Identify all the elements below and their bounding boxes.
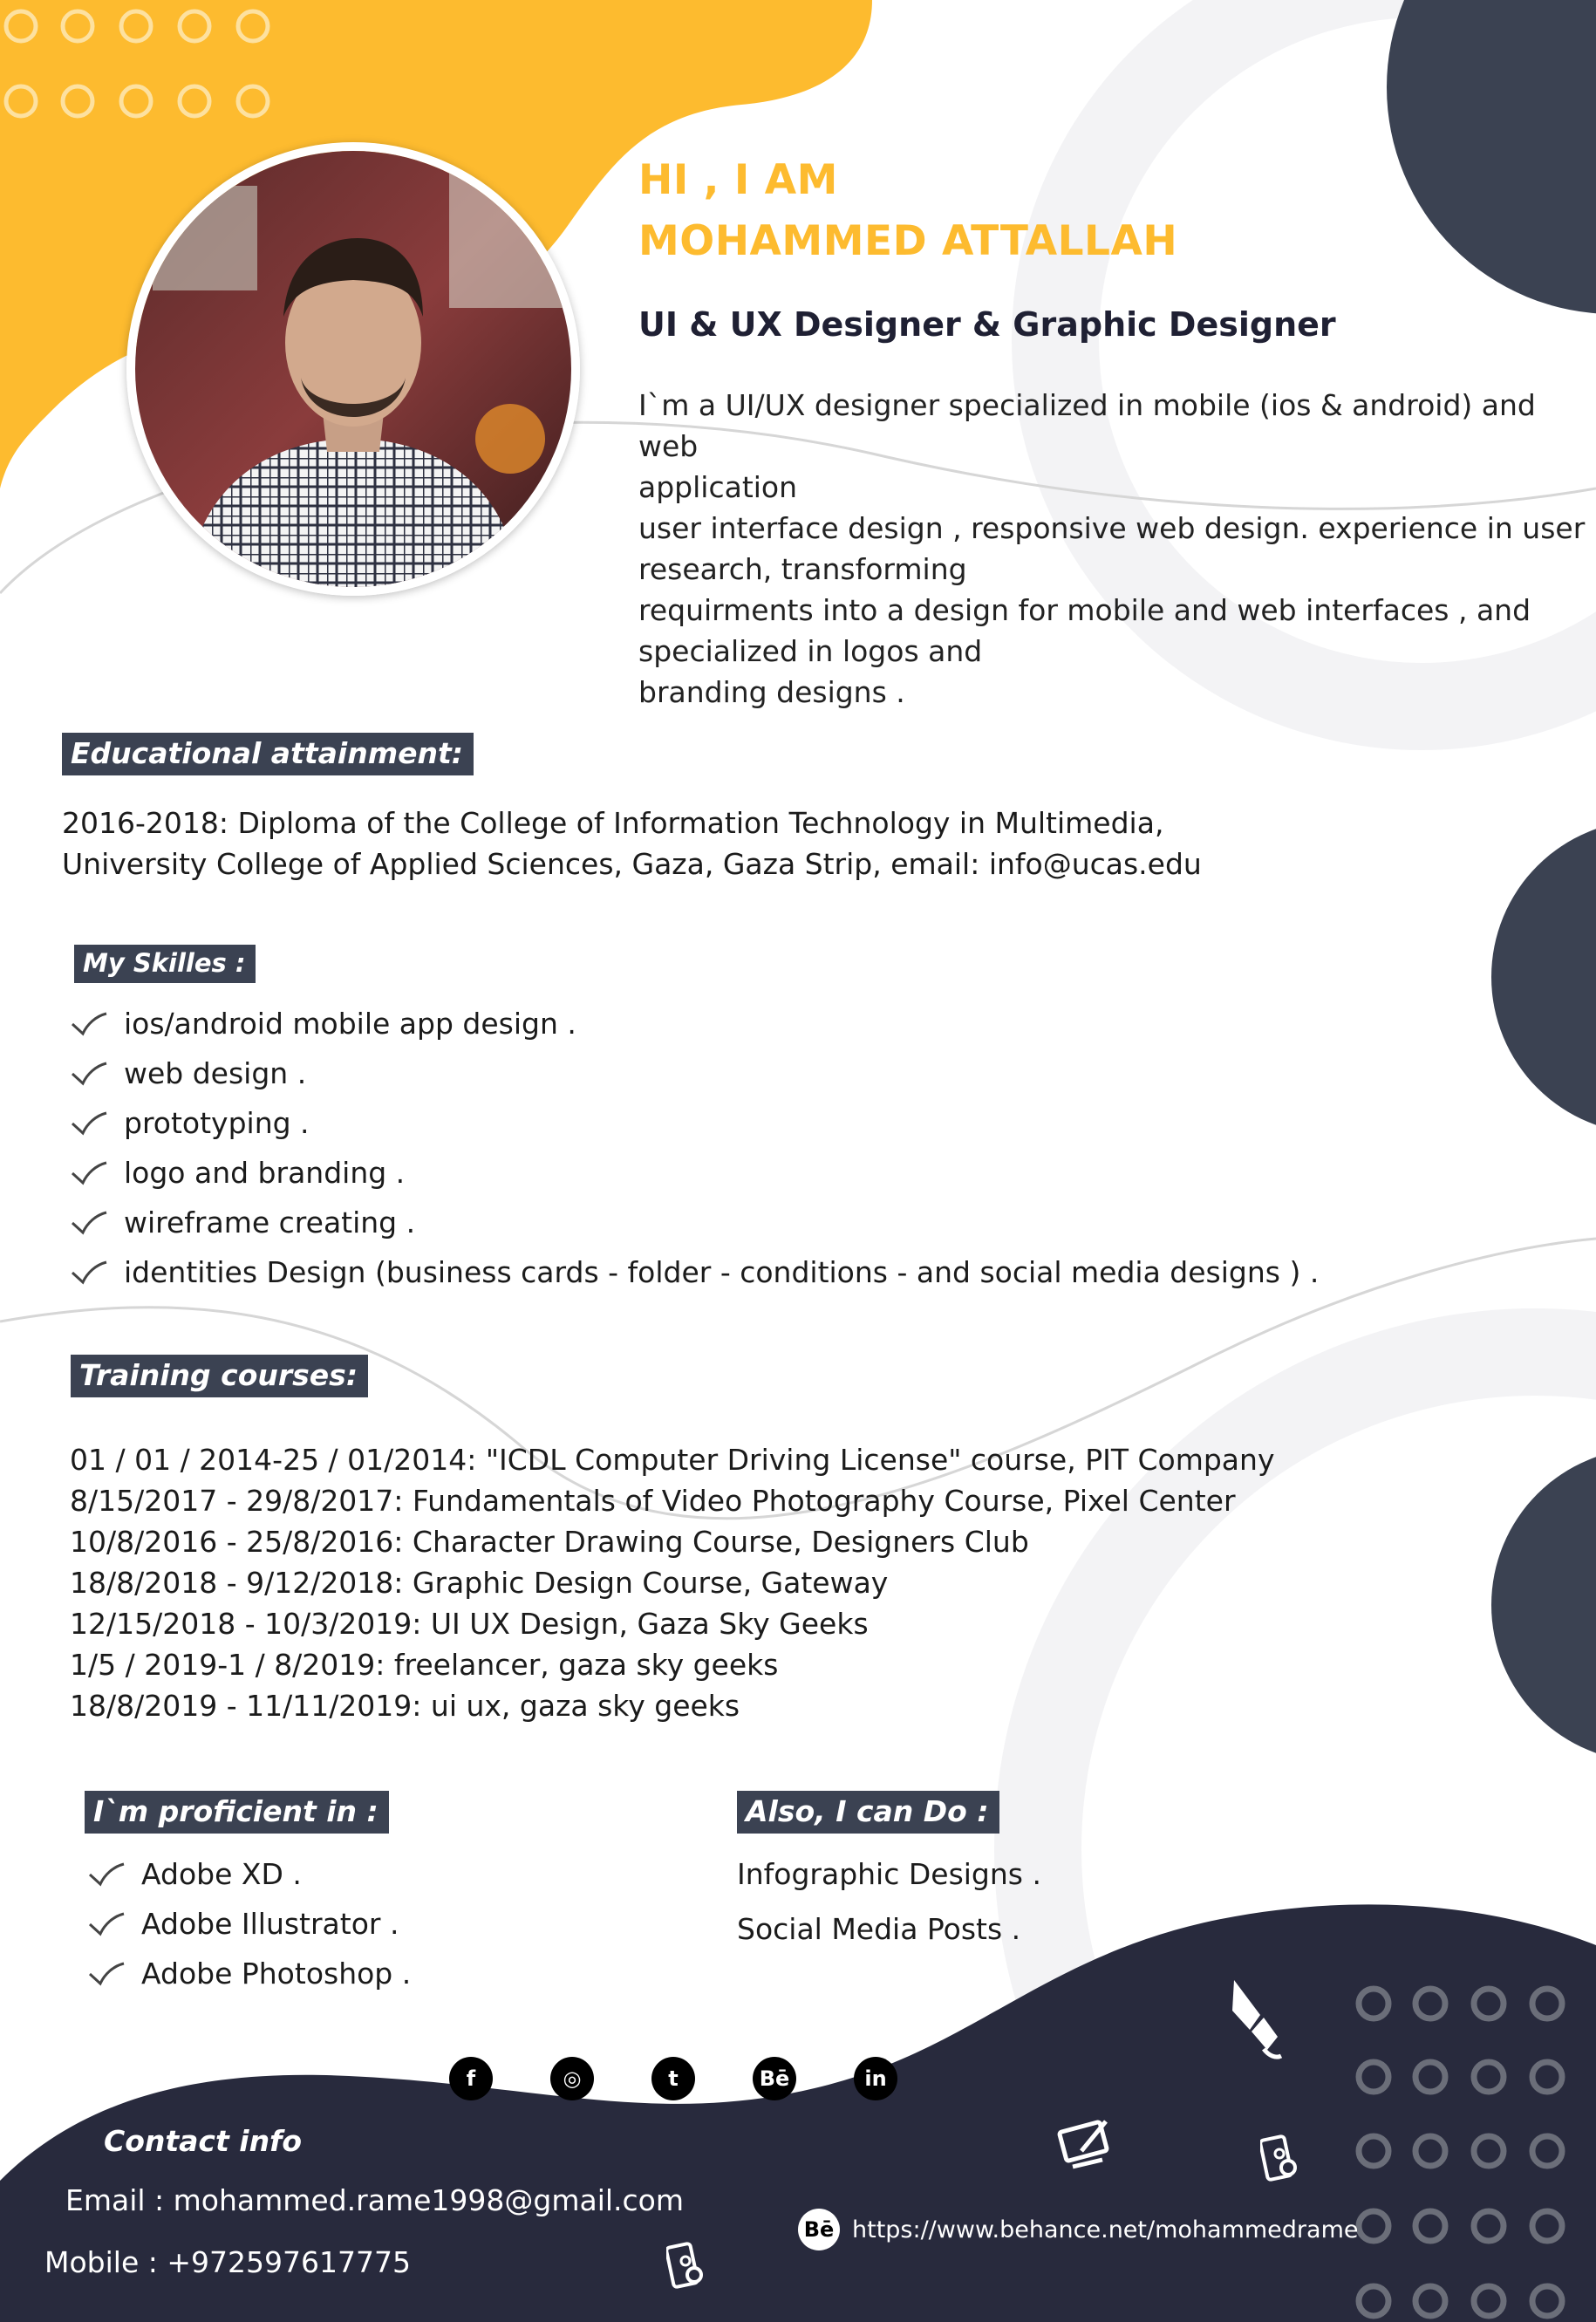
skill-label: wireframe creating . [124,1205,416,1240]
behance-link[interactable] [798,2209,1359,2250]
job-title: UI & UX Designer & Graphic Designer [638,305,1336,344]
list-item [70,1148,1319,1198]
check-icon [70,1011,108,1037]
list-item [70,999,1319,1048]
skill-label: logo and branding . [124,1156,406,1190]
about-text [638,385,1589,713]
list-item [70,1247,1319,1297]
list-item [70,1098,1319,1148]
skill-label: ios/android mobile app design . [124,1007,576,1041]
education-line: 2016-2018: Diploma of the College of Information Technology in Multimedia, [62,806,1164,840]
mobile-settings-icon [666,2242,706,2294]
skill-label: prototyping . [124,1106,310,1140]
training-line: 18/8/2018 - 9/12/2018: Graphic Design Course, Gateway [70,1566,889,1600]
tool-label: Adobe Illustrator . [141,1907,399,1941]
drawing-tablet-icon [1055,2118,1116,2170]
check-icon [70,1110,108,1137]
about-line: research, transforming [638,552,967,586]
tool-label: Adobe Photoshop . [141,1957,412,1991]
skills-title: My Skilles : [74,945,256,983]
about-line: user interface design , responsive web design. experience in user [638,511,1586,545]
instagram-icon[interactable]: ◎ [550,2057,594,2100]
also-item: Infographic Designs . [737,1857,1041,1891]
proficient-list [87,1849,411,1998]
full-name: MOHAMMED ATTALLAH [638,217,1178,265]
mobile-settings-icon [1260,2134,1300,2187]
check-icon [70,1210,108,1236]
also-list [737,1854,1041,1950]
skill-label: web design . [124,1056,307,1090]
about-line: application [638,470,798,504]
education-title: Educational attainment: [62,733,474,775]
list-item [70,1198,1319,1247]
email-text[interactable]: Email : mohammed.rame1998@gmail.com [65,2183,685,2217]
portrait-illustration [135,151,571,587]
education-line: University College of Applied Sciences, Gaza, Gaza Strip, email: info@ucas.edu [62,847,1202,881]
contact-title: Contact info [104,2124,303,2158]
about-line: specialized in logos and [638,634,983,668]
training-line: 8/15/2017 - 29/8/2017: Fundamentals of Video Photography Course, Pixel Center [70,1484,1236,1518]
list-item [87,1899,411,1949]
training-line: 1/5 / 2019-1 / 8/2019: freelancer, gaza sky geeks [70,1648,779,1682]
check-icon [70,1061,108,1087]
list-item [87,1849,411,1899]
twitter-icon[interactable]: t [651,2057,695,2100]
about-line: requirments into a design for mobile and web interfaces , and [638,593,1531,627]
linkedin-icon[interactable]: in [854,2057,897,2100]
also-title: Also, I can Do : [737,1791,999,1834]
mobile-text[interactable]: Mobile : +972597617775 [44,2245,411,2279]
training-line: 12/15/2018 - 10/3/2019: UI UX Design, Gaza Sky Geeks [70,1607,869,1641]
training-line: 01 / 01 / 2014-25 / 01/2014: "ICDL Computer Driving License" course, PIT Company [70,1443,1275,1477]
about-line: branding designs . [638,675,905,709]
social-links [449,2057,897,2100]
list-item [70,1048,1319,1098]
education-text [62,802,1202,884]
training-title: Training courses: [71,1355,368,1397]
training-list [70,1439,1274,1726]
check-icon [87,1861,126,1888]
skills-list [70,999,1319,1297]
behance-icon[interactable]: Bē [753,2057,796,2100]
check-icon [70,1260,108,1286]
behance-url: https://www.behance.net/mohammedrame [852,2216,1359,2243]
training-line: 18/8/2019 - 11/11/2019: ui ux, gaza sky geeks [70,1689,740,1723]
profile-photo [126,142,580,596]
pen-tool-icon [1225,1976,1286,2063]
tool-label: Adobe XD . [141,1857,302,1891]
check-icon [70,1160,108,1186]
facebook-icon[interactable]: f [449,2057,493,2100]
greeting: HI , I AM [638,156,838,204]
check-icon [87,1911,126,1937]
proficient-title: I`m proficient in : [85,1791,389,1834]
check-icon [87,1961,126,1987]
about-line: I`m a UI/UX designer specialized in mobile (ios & android) and web [638,388,1536,463]
also-item: Social Media Posts . [737,1912,1021,1946]
behance-icon: Bē [798,2209,840,2250]
skill-label: identities Design (business cards - folder - conditions - and social media designs ) . [124,1255,1320,1289]
list-item [87,1949,411,1998]
training-line: 10/8/2016 - 25/8/2016: Character Drawing Course, Designers Club [70,1525,1029,1559]
